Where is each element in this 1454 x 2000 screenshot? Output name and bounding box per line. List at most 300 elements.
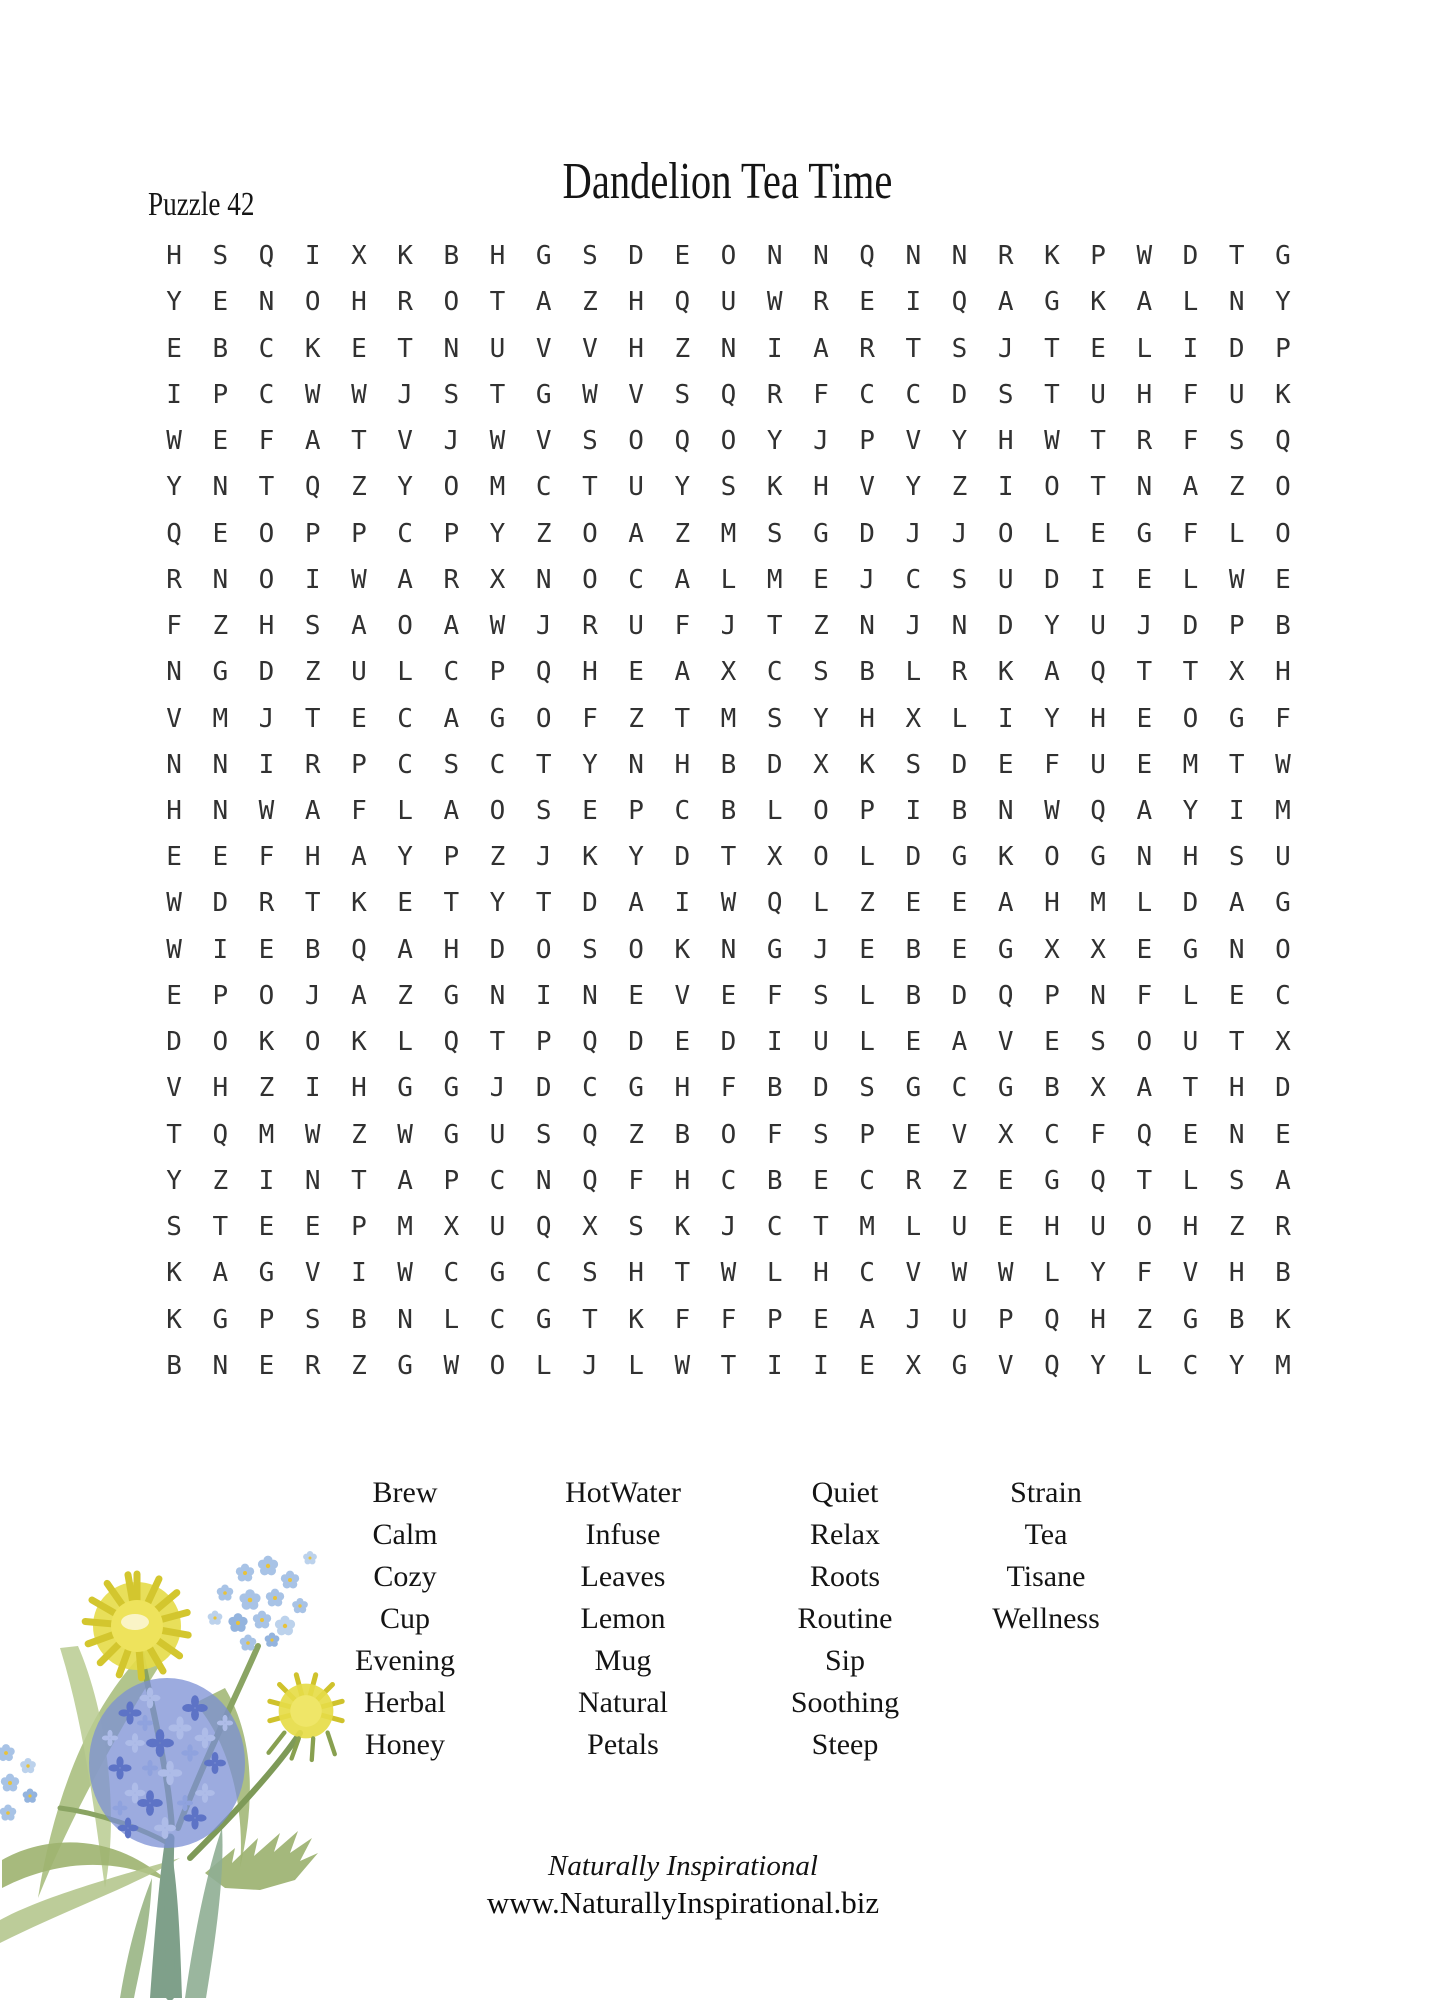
grid-cell: S [766,703,783,734]
grid-cell: H [351,1073,367,1104]
word-item: Natural [578,1686,668,1719]
word-item: Roots [809,1560,881,1593]
grid-cell: E [351,333,367,364]
grid-cell: C [258,333,275,364]
grid-cell: R [766,379,783,410]
grid-cell: F [766,980,783,1011]
grid-cell: G [813,518,829,549]
grid-cell: A [443,795,460,826]
grid-cell: Y [905,472,922,503]
dandelion-flower [269,1675,343,1760]
grid-cell: C [905,379,922,410]
grid-cell: L [859,842,875,873]
grid-cell: E [905,1119,922,1150]
grid-cell: H [1275,657,1291,688]
hydrangea-cluster [89,1678,245,1848]
grid-cell: O [720,1119,737,1150]
grid-cell: T [905,333,922,364]
grid-cell: S [813,980,829,1011]
grid-cell: Z [813,611,829,642]
grid-cell: R [997,241,1014,272]
grid-cell: I [997,703,1014,734]
grid-cell: D [951,749,968,780]
grid-cell: Q [351,934,367,965]
grid-cell: O [1275,518,1291,549]
grid-cell: X [489,564,506,595]
grid-cell: P [1090,241,1106,272]
grid-cell: V [905,1258,922,1289]
grid-cell: Z [351,472,367,503]
grid-cell: V [304,1258,321,1289]
grid-cell: S [813,657,829,688]
grid-cell: A [443,703,460,734]
grid-cell: O [582,564,598,595]
grid-cell: H [1136,379,1153,410]
word-item: Routine [797,1602,893,1635]
grid-cell: N [489,980,506,1011]
grid-cell: L [628,1350,644,1381]
grid-cell: P [1044,980,1060,1011]
grid-cell: C [489,1165,506,1196]
grid-cell: J [905,1304,922,1335]
grid-cell: O [443,472,460,503]
grid-cell: B [905,934,922,965]
grid-cell: E [1136,749,1153,780]
grid-cell: Z [582,287,598,318]
grid-cell: Q [1090,795,1106,826]
grid-cell: N [813,241,829,272]
grid-cell: P [443,842,460,873]
grid-cell: C [489,749,506,780]
grid-cell: A [674,564,691,595]
grid-cell: O [258,518,275,549]
grid-cell: H [1182,842,1199,873]
grid-cell: T [397,333,413,364]
grid-cell: W [1044,426,1060,457]
grid-cell: S [443,749,460,780]
grid-cell: O [628,426,644,457]
grid-cell: A [351,611,367,642]
grid-cell: M [258,1119,275,1150]
grid-cell: I [304,241,321,272]
grid-cell: G [489,703,506,734]
grid-cell: T [582,1304,598,1335]
grid-cell: O [1275,934,1291,965]
grid-cell: N [397,1304,413,1335]
grid-cell: E [1090,518,1106,549]
grid-cell: E [212,426,229,457]
grid-cell: F [1182,379,1199,410]
grid-cell: W [582,379,598,410]
grid-cell: T [351,426,367,457]
grid-cell: X [1228,657,1245,688]
grid-cell: X [766,842,783,873]
grid-cell: N [1228,1119,1245,1150]
grid-cell: T [813,1212,829,1243]
grid-cell: Q [1044,1304,1060,1335]
grid-cell: D [859,518,875,549]
grid-cell: N [304,1165,321,1196]
grid-cell: E [1090,333,1106,364]
grid-cell: N [1228,287,1245,318]
grid-cell: Q [535,1212,552,1243]
grid-cell: W [304,379,321,410]
grid-cell: L [859,1027,875,1058]
grid-cell: K [397,241,413,272]
grid-cell: Y [397,472,413,503]
grid-cell: H [489,241,506,272]
grid-cell: Q [582,1119,598,1150]
grid-cell: V [997,1027,1014,1058]
grid-cell: A [397,564,413,595]
grid-cell: O [720,241,737,272]
grid-cell: X [1090,934,1106,965]
grid-cell: L [1136,333,1153,364]
grid-cell: L [1228,518,1245,549]
grid-cell: K [997,842,1014,873]
grid-cell: G [443,1119,460,1150]
grid-cell: S [1090,1027,1106,1058]
grid-cell: V [582,333,598,364]
grid-cell: E [905,1027,922,1058]
grid-cell: H [1182,1212,1199,1243]
grid-cell: T [1136,1165,1153,1196]
grid-cell: T [1228,241,1245,272]
grid-cell: Z [489,842,506,873]
word-item: Leaves [580,1560,666,1593]
grid-cell: G [397,1350,413,1381]
grid-cell: E [859,287,875,318]
grid-cell: Y [1044,703,1060,734]
grid-cell: O [258,980,275,1011]
grid-cell: D [674,842,691,873]
grid-cell: B [1044,1073,1060,1104]
grid-cell: O [1275,472,1291,503]
grid-cell: U [813,1027,829,1058]
grid-cell: I [905,287,922,318]
word-column [503,1472,743,1766]
grid-cell: S [582,241,598,272]
grid-cell: M [489,472,506,503]
grid-cell: T [535,888,552,919]
grid-cell: J [535,842,552,873]
grid-cell: D [1275,1073,1291,1104]
grid-cell: E [1136,703,1153,734]
grid-cell: H [628,1258,644,1289]
grid-cell: T [674,703,691,734]
grid-cell: Z [212,1165,229,1196]
grid-cell: N [628,749,644,780]
grid-cell: C [582,1073,598,1104]
grid-cell: U [1275,842,1291,873]
grid-cell: N [212,749,229,780]
grid-cell: G [1044,287,1060,318]
grid-cell: V [166,1073,182,1104]
grid-cell: Z [1228,472,1245,503]
grid-cell: H [674,1073,691,1104]
grid-cell: S [166,1212,182,1243]
grid-cell: E [1275,564,1291,595]
grid-cell: L [1044,1258,1060,1289]
grid-cell: H [1044,888,1060,919]
grid-cell: K [628,1304,644,1335]
grid-cell: C [535,472,552,503]
grid-cell: J [997,333,1014,364]
grid-cell: Z [212,611,229,642]
word-item: Honey [365,1728,445,1761]
grid-cell: U [489,1119,506,1150]
grid-cell: J [397,379,413,410]
grid-cell: D [489,934,506,965]
grid-cell: G [212,1304,229,1335]
grid-cell: I [766,1027,783,1058]
grid-cell: B [859,657,875,688]
grid-cell: V [628,379,644,410]
grid-cell: O [212,1027,229,1058]
grid-cell: D [212,888,229,919]
grid-cell: E [258,934,275,965]
grid-cell: J [1136,611,1153,642]
grid-cell: A [443,611,460,642]
grid-cell: L [443,1304,460,1335]
grid-cell: T [212,1212,229,1243]
grid-cell: S [997,379,1014,410]
grid-cell: O [582,518,598,549]
grid-cell: B [443,241,460,272]
grid-cell: W [166,934,182,965]
grid-cell: K [1275,379,1291,410]
grid-cell: Z [258,1073,275,1104]
grid-cell: X [905,703,922,734]
grid-cell: A [535,287,552,318]
grid-cell: T [766,611,783,642]
grid-cell: H [304,842,321,873]
grid-cell: D [166,1027,182,1058]
grid-cell: W [489,611,506,642]
grid-cell: O [1136,1027,1153,1058]
word-item: Evening [355,1644,455,1677]
grid-cell: Y [951,426,968,457]
grid-cell: T [489,379,506,410]
puzzle-number-label [148,186,281,224]
grid-cell: M [397,1212,413,1243]
grid-cell: T [720,842,737,873]
grid-cell: G [1044,1165,1060,1196]
grid-cell: S [720,472,737,503]
word-column [926,1472,1166,1640]
grid-cell: G [1090,842,1106,873]
grid-cell: O [1136,1212,1153,1243]
grid-cell: U [1090,1212,1106,1243]
grid-cell: D [1182,888,1199,919]
grid-cell: H [997,426,1014,457]
grid-cell: N [997,795,1014,826]
grid-cell: Z [304,657,321,688]
grid-cell: J [951,518,968,549]
grid-cell: U [1090,749,1106,780]
grid-cell: I [258,1165,275,1196]
word-grid [151,233,1306,1389]
grid-cell: H [212,1073,229,1104]
grid-cell: W [1044,795,1060,826]
footer [383,1848,983,1922]
grid-cell: G [397,1073,413,1104]
grid-cell: G [997,934,1014,965]
grid-cell: C [674,795,691,826]
grid-cell: P [351,749,367,780]
page-title-text: Dandelion Tea Time [562,153,892,210]
grid-cell: Q [997,980,1014,1011]
grid-cell: I [766,333,783,364]
grid-cell: C [397,703,413,734]
grid-cell: L [951,703,968,734]
grid-cell: L [1136,1350,1153,1381]
grid-cell: O [535,703,552,734]
grid-cell: K [1044,241,1060,272]
grid-cell: H [1228,1258,1245,1289]
word-item: Steep [811,1728,879,1761]
grid-cell: B [674,1119,691,1150]
grid-cell: E [397,888,413,919]
grid-cell: E [628,980,644,1011]
grid-cell: G [535,241,552,272]
grid-cell: W [720,1258,737,1289]
grid-cell: S [443,379,460,410]
grid-cell: P [304,518,321,549]
word-item: Lemon [580,1602,666,1635]
grid-cell: S [582,426,598,457]
grid-cell: L [1136,888,1153,919]
grid-cell: G [951,1350,968,1381]
grid-cell: O [397,611,413,642]
grid-cell: F [674,1304,691,1335]
grid-cell: O [304,1027,321,1058]
grid-cell: W [1228,564,1245,595]
grid-cell: G [443,980,460,1011]
grid-cell: Y [766,426,783,457]
grid-cell: T [1044,379,1060,410]
grid-cell: X [905,1350,922,1381]
grid-cell: I [535,980,552,1011]
grid-cell: Z [628,1119,644,1150]
grid-cell: Q [766,888,783,919]
puzzle-number-text: Puzzle 42 [148,186,255,223]
grid-cell: Q [1044,1350,1060,1381]
grid-cell: S [1228,1165,1245,1196]
grid-cell: A [628,518,644,549]
grid-cell: U [489,1212,506,1243]
grid-cell: S [813,1119,829,1150]
grid-cell: A [397,934,413,965]
grid-cell: W [351,379,367,410]
grid-cell: W [1136,241,1153,272]
grid-cell: N [720,333,737,364]
grid-cell: Y [1228,1350,1245,1381]
grid-cell: T [582,472,598,503]
grid-cell: G [1275,888,1291,919]
grid-cell: A [1136,1073,1153,1104]
grid-cell: K [997,657,1014,688]
word-item: Relax [810,1518,880,1551]
grid-cell: K [766,472,783,503]
grid-cell: P [443,518,460,549]
grid-cell: P [535,1027,552,1058]
grid-cell: J [813,934,829,965]
grid-cell: D [628,241,644,272]
grid-cell: R [951,657,968,688]
grid-cell: J [813,426,829,457]
grid-cell: G [1182,934,1199,965]
grid-cell: Z [351,1119,367,1150]
grid-cell: Q [1275,426,1291,457]
word-item: Infuse [585,1518,661,1551]
grid-cell: Y [582,749,598,780]
grid-cell: W [997,1258,1014,1289]
grid-cell: X [813,749,829,780]
grid-cell: H [628,333,644,364]
grid-cell: T [351,1165,367,1196]
grid-cell: E [1228,980,1245,1011]
grid-cell: K [582,842,598,873]
word-item: Petals [587,1728,659,1761]
grid-cell: W [397,1258,413,1289]
grid-cell: L [1182,1165,1199,1196]
grid-cell: Y [813,703,829,734]
word-item: Cup [379,1602,430,1635]
grid-cell: Z [535,518,552,549]
grid-cell: K [1275,1304,1291,1335]
grid-cell: T [1090,426,1106,457]
grid-cell: N [535,1165,552,1196]
grid-cell: D [258,657,275,688]
grid-cell: Q [859,241,875,272]
grid-cell: E [1044,1027,1060,1058]
grid-cell: T [489,1027,506,1058]
grid-cell: K [351,1027,367,1058]
grid-cell: F [1182,426,1199,457]
grid-cell: B [1275,611,1291,642]
grid-cell: A [351,842,367,873]
grid-cell: M [766,564,783,595]
grid-cell: M [1090,888,1106,919]
grid-cell: U [951,1304,968,1335]
grid-cell: Y [1090,1350,1106,1381]
grid-cell: K [166,1258,182,1289]
grid-cell: O [1044,842,1060,873]
grid-cell: Y [397,842,413,873]
grid-cell: L [397,1027,413,1058]
grid-cell: Q [535,657,552,688]
grid-cell: Q [1136,1119,1153,1150]
grid-cell: E [674,241,691,272]
grid-cell: S [951,564,968,595]
grid-cell: O [258,564,275,595]
grid-cell: C [1275,980,1291,1011]
grid-cell: S [1228,426,1245,457]
grid-cell: I [304,1073,321,1104]
grid-cell: Y [1275,287,1291,318]
grid-cell: E [212,518,229,549]
grid-cell: S [304,611,321,642]
grid-cell: E [258,1212,275,1243]
grid-cell: T [1044,333,1060,364]
brand-name: Naturally Inspirational [548,1850,818,1882]
grid-cell: J [859,564,875,595]
grid-cell: W [351,564,367,595]
grid-cell: N [905,241,922,272]
grid-cell: J [443,426,460,457]
grid-cell: M [720,518,737,549]
